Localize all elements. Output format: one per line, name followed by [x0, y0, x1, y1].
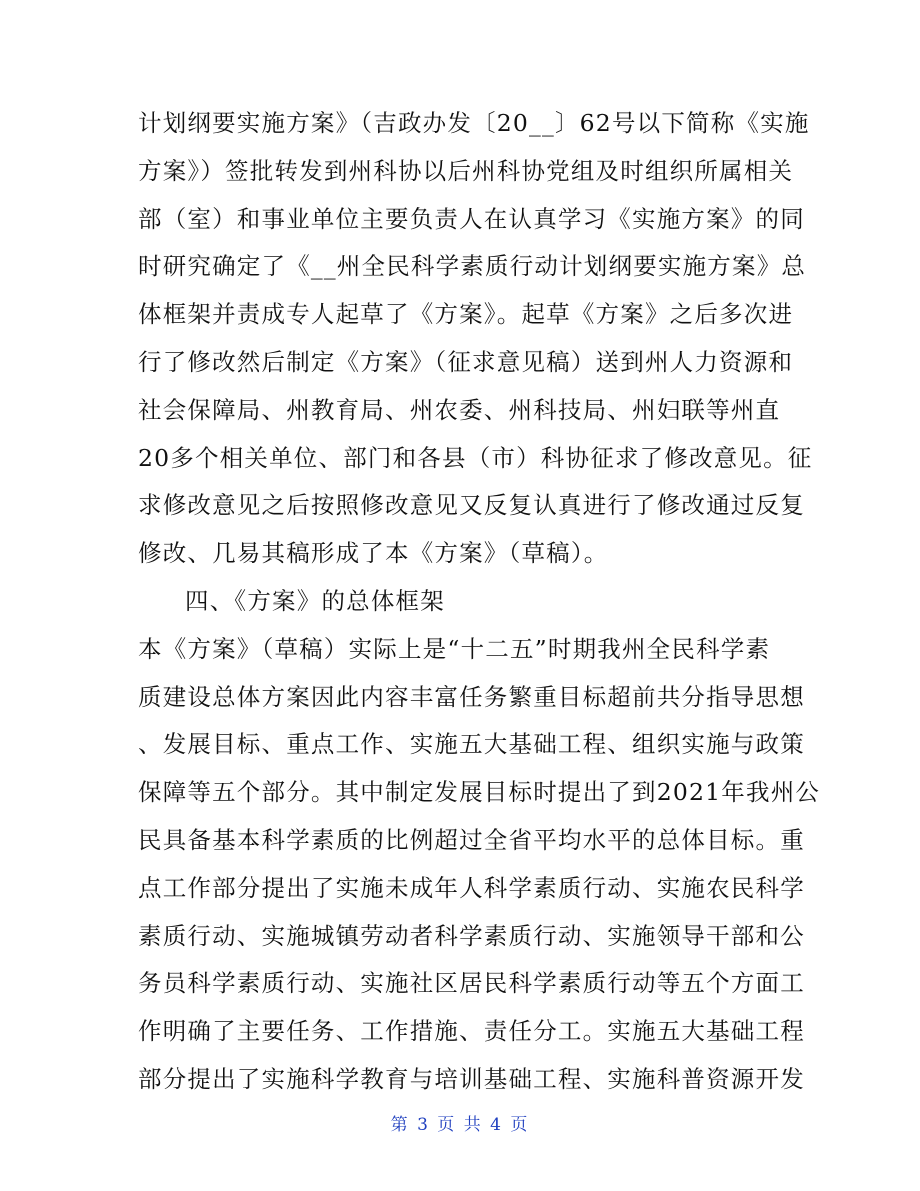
text-line: 体框架并责成专人起草了《方案》。起草《方案》之后多次进	[138, 300, 794, 329]
text-line: 质建设总体方案因此内容丰富任务繁重目标超前共分指导思想	[138, 682, 805, 711]
text-line: 方案》）签批转发到州科协以后州科协党组及时组织所属相关	[138, 156, 794, 185]
text-line: 素质行动、实施城镇劳动者科学素质行动、实施领导干部和公	[138, 921, 805, 950]
text-line: 、发展目标、重点工作、实施五大基础工程、组织实施与政策	[138, 730, 805, 759]
body-text-bottom	[138, 578, 821, 1104]
text-line: 作明确了主要任务、工作措施、责任分工。实施五大基础工程	[138, 1017, 805, 1046]
text-line: 求修改意见之后按照修改意见又反复认真进行了修改通过反复	[138, 491, 805, 520]
text-line: 修改、几易其稿形成了本《方案》（草稿）。	[138, 539, 609, 568]
text-line: 时研究确定了《__州全民科学素质行动计划纲要实施方案》总	[138, 252, 807, 281]
text-line: 社会保障局、州教育局、州农委、州科技局、州妇联等州直	[138, 395, 781, 424]
text-line: 行了修改然后制定《方案》（征求意见稿）送到州人力资源和	[138, 347, 794, 376]
text-line: 部分提出了实施科学教育与培训基础工程、实施科普资源开发	[138, 1064, 805, 1093]
text-line: 本《方案》（草稿）实际上是“十二五”时期我州全民科学素	[138, 634, 771, 663]
text-line: 点工作部分提出了实施未成年人科学素质行动、实施农民科学	[138, 873, 805, 902]
body-text-top	[138, 100, 813, 578]
text-line: 务员科学素质行动、实施社区居民科学素质行动等五个方面工	[138, 969, 805, 998]
page-number-footer: 第 3 页 共 4 页	[390, 1115, 530, 1135]
section-heading: 四、《方案》的总体框架	[185, 587, 445, 615]
text-line: 民具备基本科学素质的比例超过全省平均水平的总体目标。重	[138, 825, 805, 854]
text-line: 20多个相关单位、部门和各县（市）科协征求了修改意见。征	[138, 443, 813, 472]
text-line: 计划纲要实施方案》（吉政办发〔20__〕62号以下简称《实施	[138, 109, 810, 137]
text-line: 保障等五个部分。其中制定发展目标时提出了到2021年我州公	[138, 778, 821, 807]
text-line: 部（室）和事业单位主要负责人在认真学习《实施方案》的同	[138, 204, 805, 233]
